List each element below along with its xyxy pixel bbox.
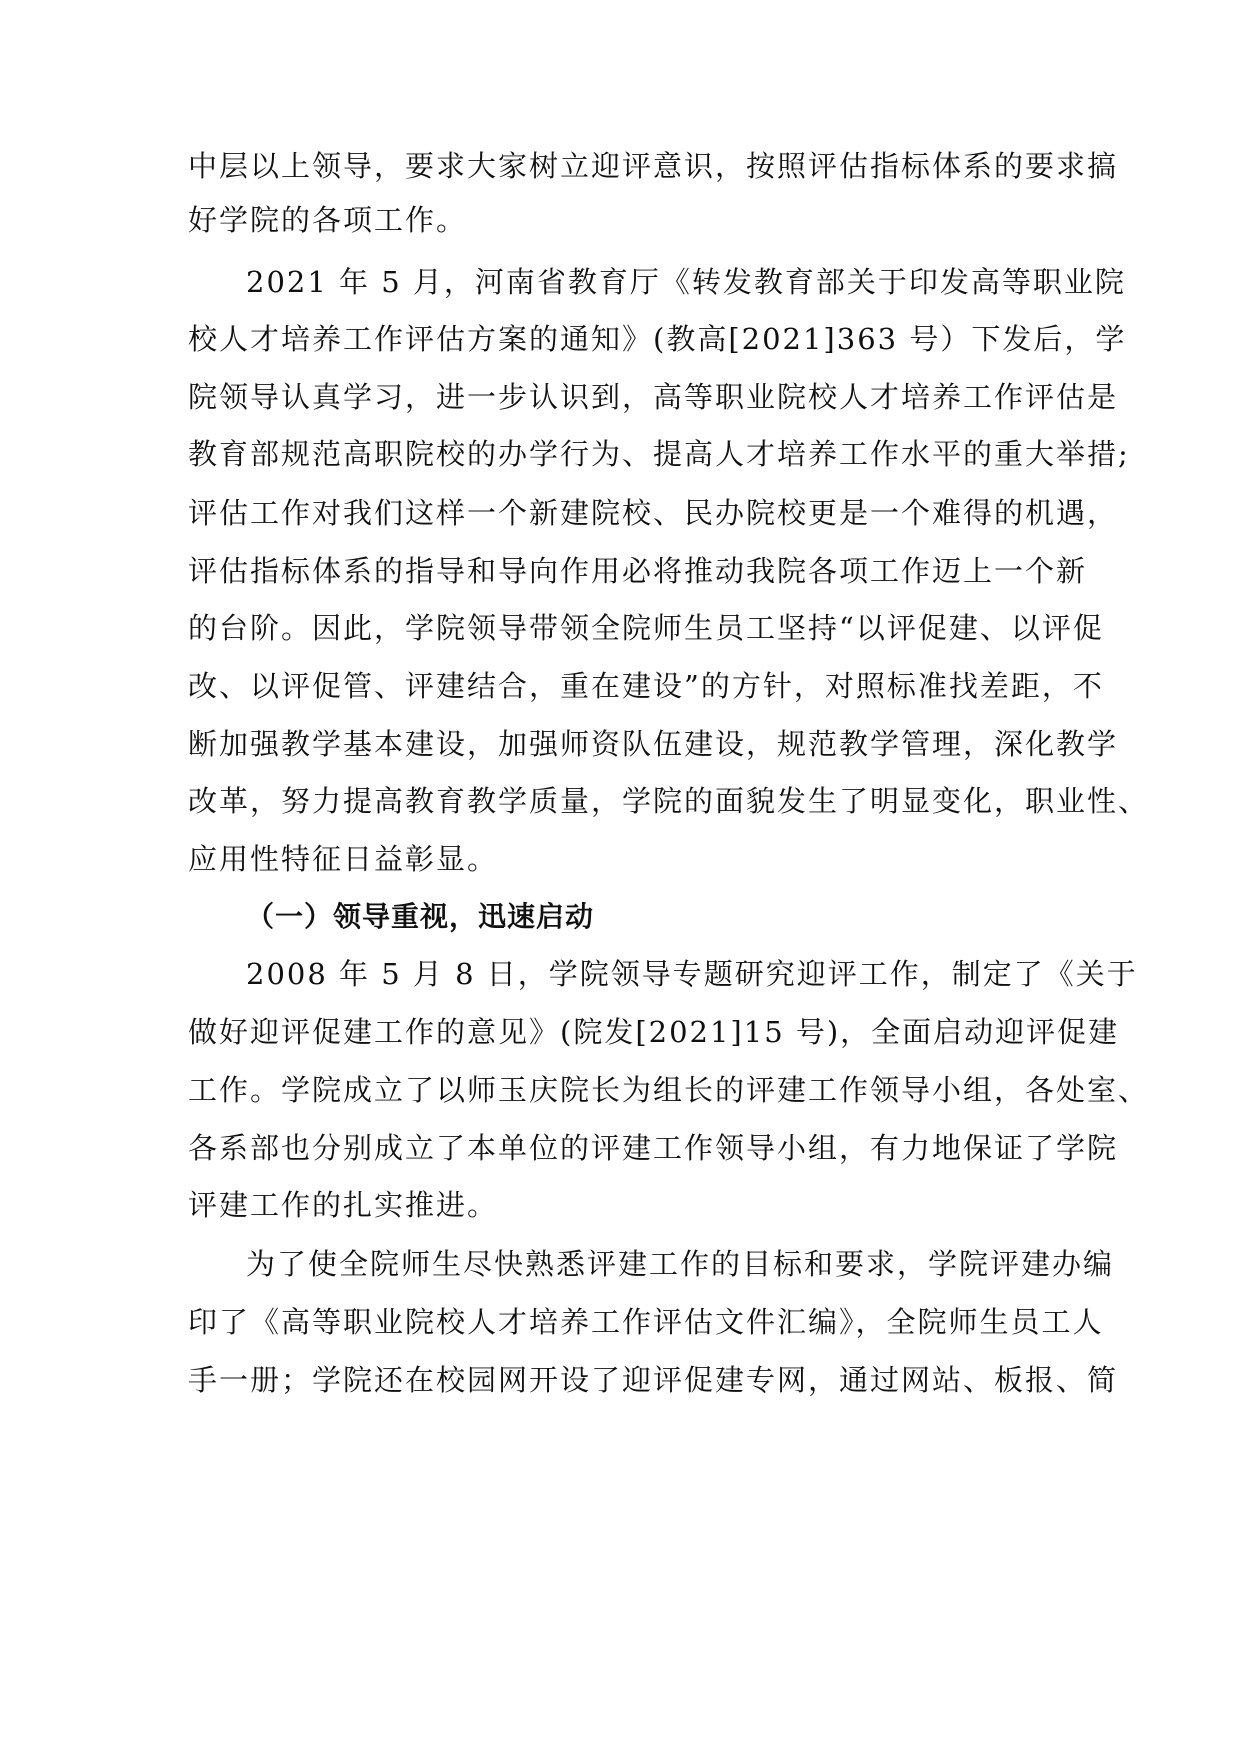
- body-text-line: 教育部规范高职院校的办学行为、提高人才培养工作水平的重大举措;: [188, 437, 1130, 471]
- body-text-line: 各系部也分别成立了本单位的评建工作领导小组，有力地保证了学院: [188, 1131, 1119, 1165]
- body-text-line: 印了《高等职业院校人才培养工作评估文件汇编》，全院师生员工人: [188, 1305, 1104, 1339]
- body-text-line: 断加强教学基本建设，加强师资队伍建设，规范教学管理，深化教学: [188, 727, 1119, 761]
- body-text-line: 好学院的各项工作。: [188, 203, 468, 237]
- body-text-line: 做好迎评促建工作的意见》(院发[2021]15 号)，全面启动迎评促建: [188, 1015, 1120, 1049]
- body-text-line: 校人才培养工作评估方案的通知》(教高[2021]363 号）下发后，学: [188, 322, 1127, 356]
- body-text-line: 改革，努力提高教育教学质量，学院的面貌发生了明显变化，职业性、: [188, 784, 1150, 818]
- body-text-line: 应用性特征日益彰显。: [188, 842, 499, 876]
- body-text-line: 评估工作对我们这样一个新建院校、民办院校更是一个难得的机遇，: [188, 496, 1119, 530]
- body-text-line: 2021 年 5 月，河南省教育厅《转发教育部关于印发高等职业院: [246, 265, 1126, 299]
- body-text-line: 为了使全院师生尽快熟悉评建工作的目标和要求，学院评建办编: [246, 1247, 1115, 1281]
- body-text-line: 手一册；学院还在校园网开设了迎评促建专网，通过网站、板报、简: [188, 1363, 1119, 1397]
- body-text-line: 的台阶。因此，学院领导带领全院师生员工坚持“以评促建、以评促: [188, 611, 1104, 645]
- body-text-line: 评估指标体系的指导和导向作用必将推动我院各项工作迈上一个新: [188, 554, 1088, 588]
- body-text-line: 评建工作的扎实推进。: [188, 1188, 499, 1222]
- body-text-line: 工作。学院成立了以师玉庆院长为组长的评建工作领导小组，各处室、: [188, 1073, 1150, 1107]
- body-text-line: 2008 年 5 月 8 日，学院领导专题研究迎评工作，制定了《关于: [246, 957, 1138, 991]
- section-heading: （一）领导重视，迅速启动: [246, 900, 595, 933]
- body-text-line: 院领导认真学习，进一步认识到，高等职业院校人才培养工作评估是: [188, 380, 1119, 414]
- body-text-line: 改、以评促管、评建结合，重在建设”的方针，对照标准找差距，不: [188, 669, 1104, 703]
- body-text-line: 中层以上领导，要求大家树立迎评意识，按照评估指标体系的要求搞: [188, 149, 1119, 183]
